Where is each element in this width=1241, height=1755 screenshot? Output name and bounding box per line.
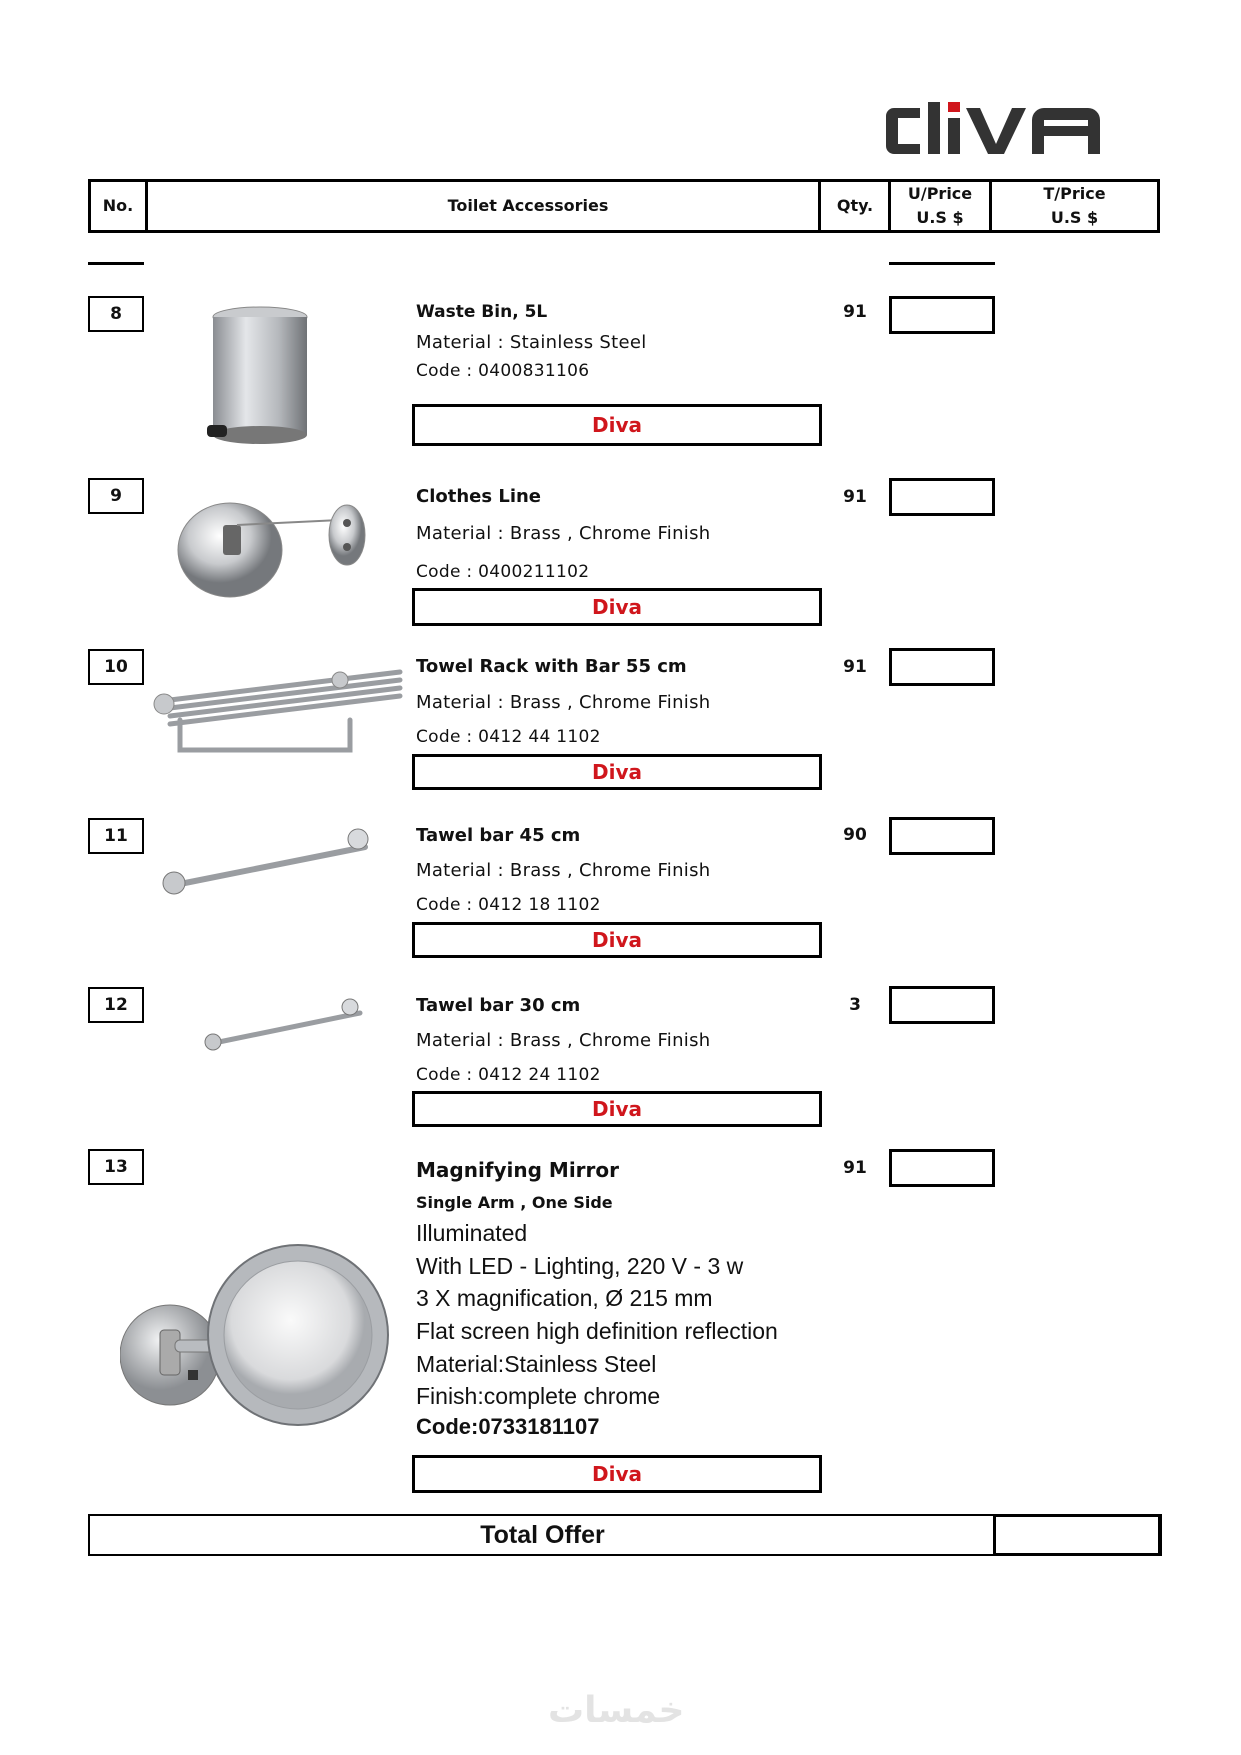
item-number: 12 — [88, 987, 144, 1023]
item-qty: 91 — [843, 657, 867, 677]
brand-label: Diva — [412, 404, 822, 446]
item-number: 10 — [88, 649, 144, 685]
spec-line: Flat screen high definition reflection — [416, 1318, 778, 1344]
magnifying-mirror-icon — [120, 1240, 390, 1430]
brand-label: Diva — [412, 754, 822, 790]
item-qty: 90 — [843, 825, 867, 845]
unit-price-field[interactable] — [889, 296, 995, 334]
item-material: Material : Brass , Chrome Finish — [416, 523, 711, 544]
header-no: No. — [102, 196, 134, 215]
header-unit-price: U/Price U.S $ — [907, 184, 973, 227]
item-code: Code : 0412 24 1102 — [416, 1065, 601, 1085]
item-qty: 91 — [843, 487, 867, 507]
brand-label: Diva — [412, 922, 822, 958]
brand-label: Diva — [412, 588, 822, 626]
table-header — [88, 179, 1160, 233]
header-total-price: T/Price U.S $ — [1043, 184, 1106, 227]
item-qty: 91 — [843, 1158, 867, 1178]
towel-bar-icon — [200, 995, 370, 1055]
item-title: Tawel bar 45 cm — [416, 825, 581, 846]
item-material: Material : Stainless Steel — [416, 332, 647, 353]
unit-price-field[interactable] — [889, 817, 995, 855]
spec-line: With LED - Lighting, 220 V - 3 w — [416, 1253, 744, 1279]
divider — [889, 262, 995, 265]
watermark: خمسات — [548, 1690, 685, 1731]
item-code: Code : 0400211102 — [416, 562, 590, 582]
unit-price-field[interactable] — [889, 986, 995, 1024]
header-qty: Qty. — [836, 196, 874, 215]
brand-label: Diva — [412, 1455, 822, 1493]
item-code: Code : 0412 18 1102 — [416, 895, 601, 915]
item-title: Tawel bar 30 cm — [416, 995, 581, 1016]
header-item: Toilet Accessories — [447, 196, 609, 215]
towel-rack-icon — [150, 660, 405, 760]
item-qty: 91 — [843, 302, 867, 322]
spec-line: Material:Stainless Steel — [416, 1351, 657, 1377]
item-code: Code:0733181107 — [416, 1414, 600, 1439]
spec-line: Illuminated — [416, 1220, 528, 1246]
item-material: Material : Brass , Chrome Finish — [416, 692, 711, 713]
item-subtitle: Single Arm , One Side — [416, 1193, 613, 1212]
item-title: Magnifying Mirror — [416, 1158, 620, 1182]
brand-label: Diva — [412, 1091, 822, 1127]
total-price-field[interactable] — [993, 1514, 1162, 1556]
item-number: 13 — [88, 1149, 144, 1185]
item-qty: 3 — [849, 995, 861, 1015]
waste-bin-icon — [205, 305, 315, 450]
item-number: 8 — [88, 296, 144, 332]
item-title: Waste Bin, 5L — [416, 302, 548, 322]
divider — [88, 262, 144, 265]
clothes-line-icon — [175, 495, 375, 605]
item-material: Material : Brass , Chrome Finish — [416, 1030, 711, 1051]
spec-line: 3 X magnification, Ø 215 mm — [416, 1285, 713, 1311]
item-number: 11 — [88, 818, 144, 854]
item-title: Clothes Line — [416, 486, 542, 507]
spec-line: Finish:complete chrome — [416, 1383, 661, 1409]
unit-price-field[interactable] — [889, 1149, 995, 1187]
item-title: Towel Rack with Bar 55 cm — [416, 656, 687, 677]
total-label: Total Offer — [480, 1520, 605, 1549]
towel-bar-icon — [160, 825, 390, 905]
item-code: Code : 0400831106 — [416, 361, 590, 381]
brand-logo — [880, 100, 1108, 162]
item-code: Code : 0412 44 1102 — [416, 727, 601, 747]
total-row — [88, 1514, 1160, 1556]
unit-price-field[interactable] — [889, 648, 995, 686]
item-material: Material : Brass , Chrome Finish — [416, 860, 711, 881]
unit-price-field[interactable] — [889, 478, 995, 516]
item-number: 9 — [88, 478, 144, 514]
